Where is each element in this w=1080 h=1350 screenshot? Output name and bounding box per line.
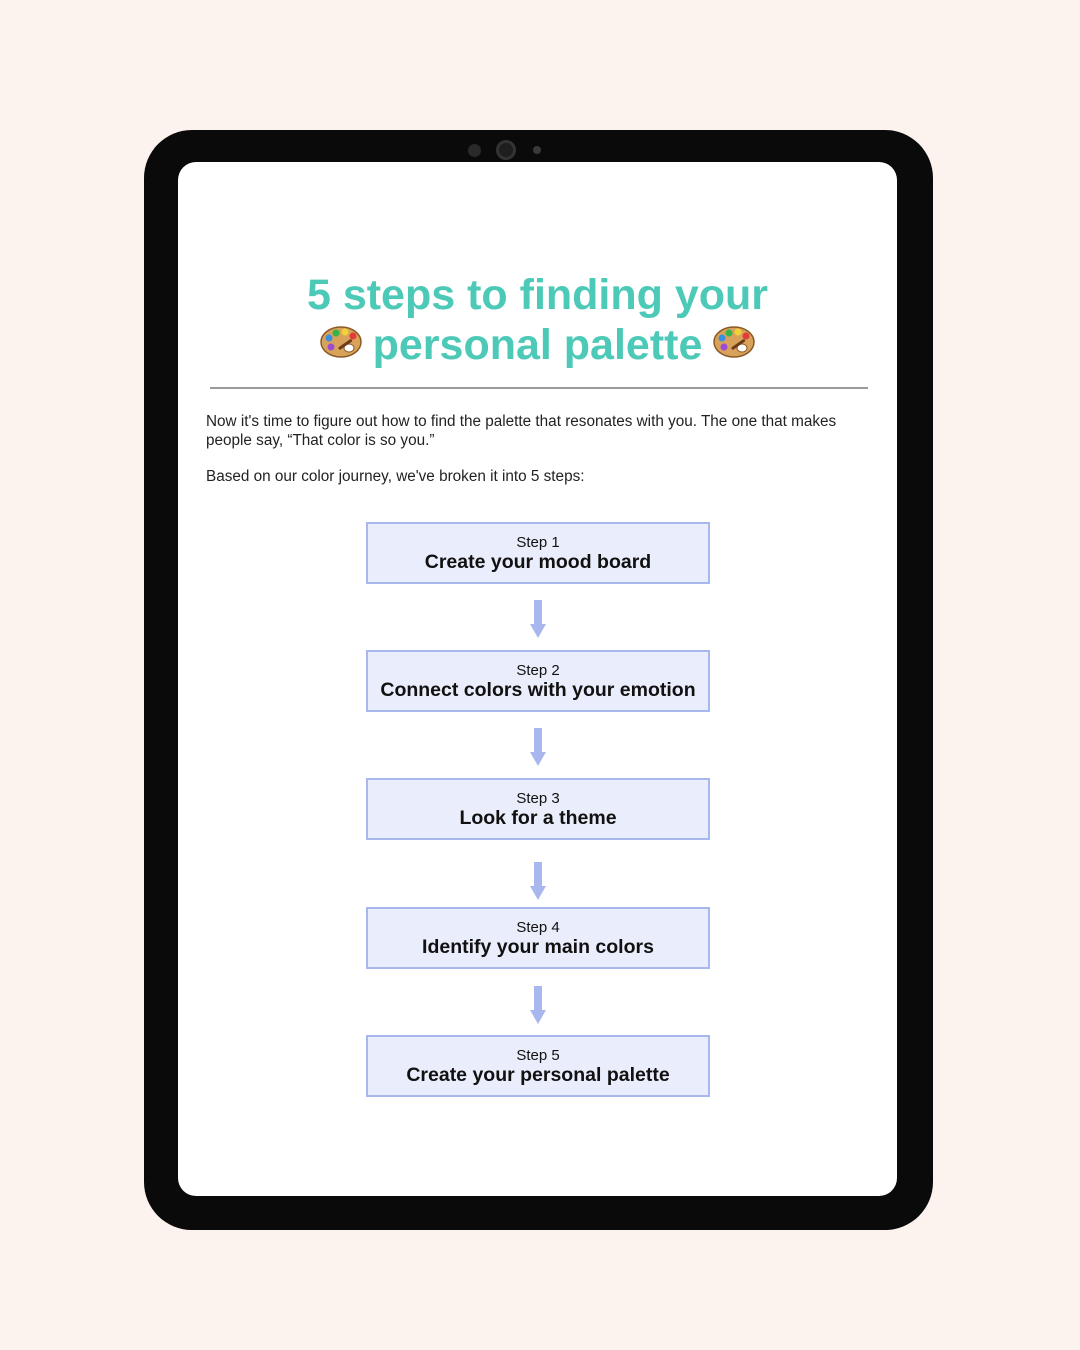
page-title — [178, 270, 897, 370]
step-title: Connect colors with your emotion — [380, 679, 696, 701]
artist-palette-icon — [319, 324, 363, 360]
intro-paragraph-2: Based on our color journey, we've broken it into 5 steps: — [206, 468, 585, 485]
step-2-box — [366, 650, 710, 712]
step-title: Create your mood board — [424, 551, 652, 573]
step-4-box — [366, 907, 710, 969]
sensor-icon — [468, 144, 481, 157]
step-label: Step 1 — [516, 534, 560, 551]
down-arrow-icon — [530, 986, 546, 1024]
step-label: Step 2 — [516, 662, 560, 679]
step-label: Step 4 — [516, 919, 560, 936]
title-divider — [210, 387, 868, 389]
step-title: Create your personal palette — [406, 1064, 670, 1086]
light-sensor-icon — [533, 146, 541, 154]
step-label: Step 5 — [516, 1047, 560, 1064]
intro-paragraph-1: Now it's time to figure out how to find the palette that resonates with you. The one that makes people say, “That color is so you.” — [206, 413, 837, 449]
step-label: Step 3 — [516, 790, 560, 807]
down-arrow-icon — [530, 600, 546, 638]
step-title: Look for a theme — [459, 807, 617, 829]
title-line-2-wrap — [178, 320, 897, 370]
title-line-2: personal palette — [372, 321, 703, 369]
step-1-box — [366, 522, 710, 584]
step-5-box — [366, 1035, 710, 1097]
down-arrow-icon — [530, 862, 546, 900]
camera-bar — [144, 140, 933, 160]
tablet-screen — [178, 162, 897, 1196]
step-title: Identify your main colors — [422, 936, 654, 958]
artist-palette-icon — [712, 324, 756, 360]
title-line-1: 5 steps to finding your — [306, 271, 769, 319]
intro-text — [206, 412, 866, 486]
tablet-frame — [144, 130, 933, 1230]
down-arrow-icon — [530, 728, 546, 766]
step-3-box — [366, 778, 710, 840]
camera-icon — [496, 140, 516, 160]
